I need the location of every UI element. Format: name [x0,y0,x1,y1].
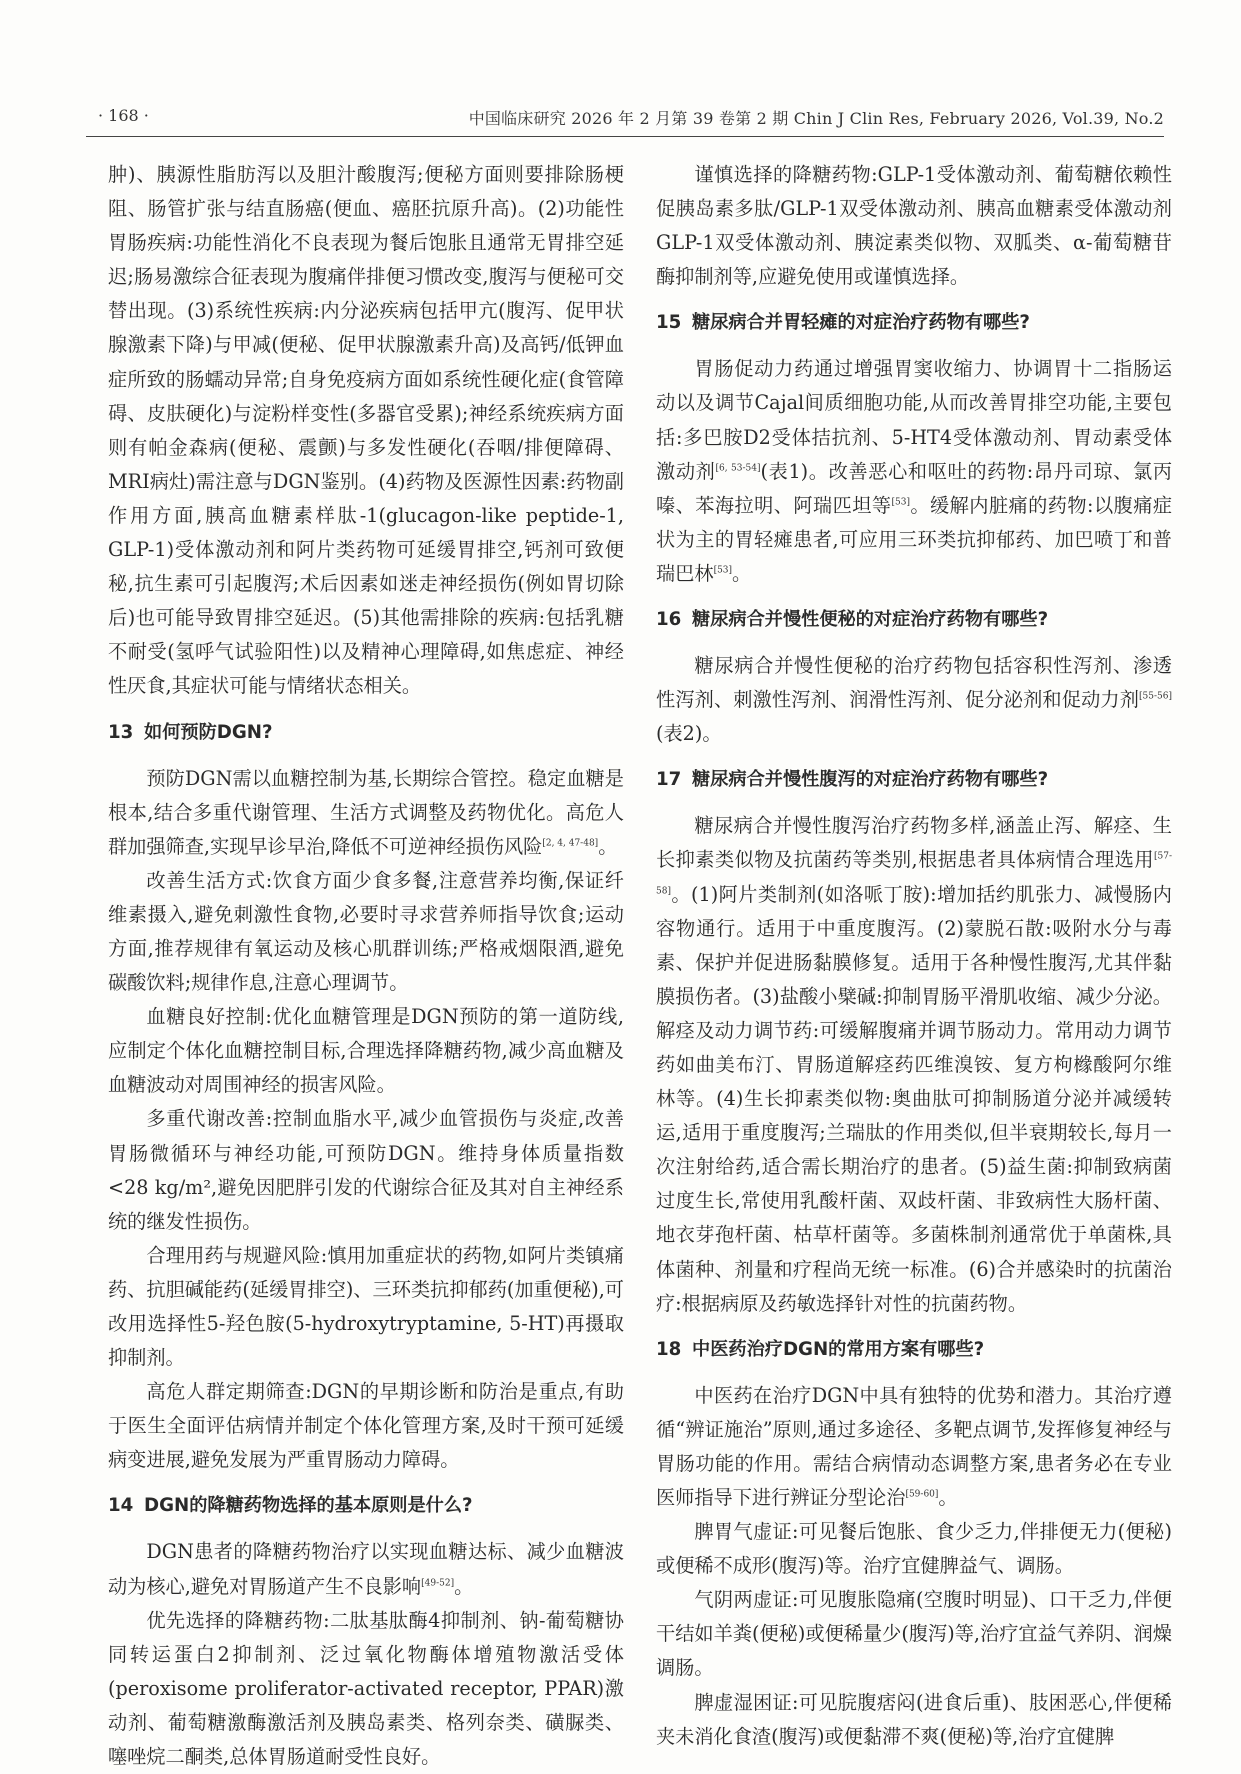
paragraph [108,1535,624,1603]
citation: [6, 53-54] [715,463,761,474]
citation: [53] [713,565,733,576]
paragraph-text: 预防DGN需以血糖控制为基,长期综合管控。稳定血糖是根本,结合多重代谢管理、生活方式调整及药物优化。高危人群加强筛查,实现早诊早治,降低不可逆神经损伤风险 [108,766,624,858]
section-title: 中医药治疗DGN的常用方案有哪些? [692,1338,985,1360]
section-heading-15 [656,308,1172,338]
paragraph: 改善生活方式:饮食方面少食多餐,注意营养均衡,保证纤维素摄入,避免刺激性食物,必要时寻求营养师指导饮食;运动方面,推荐规律有氧运动及核心肌群训练;严格戒烟限酒,避免碳酸饮料;规律作息,注意心理调节。 [108,868,624,995]
section-number: 13 [108,721,134,743]
citation: [55-56] [1139,691,1172,702]
running-header [86,96,1164,137]
citation: [2, 4, 47-48] [542,838,599,849]
paragraph [656,649,1172,751]
left-column [108,158,624,1774]
paragraph-text: 糖尿病合并慢性便秘的治疗药物包括容积性泻剂、渗透性泻剂、刺激性泻剂、润滑性泻剂、促分泌剂和促动力剂 [656,654,1172,712]
paragraph: 多重代谢改善:控制血脂水平,减少血管损伤与炎症,改善胃肠微循环与神经功能,可预防DGN。维持身体质量指数<28 kg/m²,避免因肥胖引发的代谢综合征及其对自主神经系统的继发性损伤。 [108,1107,624,1233]
section-number: 17 [656,769,682,791]
section-heading-14 [108,1491,624,1521]
paragraph-text: 。 [732,561,752,585]
page-number: · 168 · [98,106,149,125]
paragraph-text: (表2)。 [656,722,722,746]
paragraph [656,1379,1172,1515]
paragraph: 肿)、胰源性脂肪泻以及胆汁酸腹泻;便秘方面则要排除肠梗阻、肠管扩张与结直肠癌(便血、癌胚抗原升高)。(2)功能性胃肠疾病:功能性消化不良表现为餐后饱胀且通常无胃排空延迟;肠易激综合征表现为腹痛伴排便习惯改变,腹泻与便秘可交替出现。(3)系统性疾病:内分泌疾病包括甲亢(腹泻、促甲状腺激素下降)与甲减(便秘、促甲状腺激素升高)及高钙/低钾血症所致的肠蠕动异常;自身免疫病方面如系统性硬化症(食管障碍、皮肤硬化)与淀粉样变性(多器官受累);神经系统疾病方面则有帕金森病(便秘、震颤)与多发性硬化(吞咽/排便障碍、MRI病灶)需注意与DGN鉴别。(4)药物及医源性因素:药物副作用方面,胰高血糖素样肽-1(glucagon-like peptide-1, GLP-1)受体激动剂和阿片类药物可延缓胃排空,钙剂可致便秘,抗生素可引起腹泻;术后因素如迷走神经损伤(例如胃切除后)也可能导致胃排空延迟。(5)其他需排除的疾病:包括乳糖不耐受(氢呼气试验阳性)以及精神心理障碍,如焦虑症、神经性厌食,其症状可能与情绪状态相关。 [108,163,624,698]
citation: [49-52] [421,1578,455,1589]
paragraph: 气阴两虚证:可见腹胀隐痛(空腹时明显)、口干乏力,伴便干结如羊粪(便秘)或便稀量少(腹泻)等,治疗宜益气养阴、润燥调肠。 [656,1588,1172,1680]
paragraph: 脾胃气虚证:可见餐后饱胀、食少乏力,伴排便无力(便秘)或便稀不成形(腹泻)等。治疗宜健脾益气、调肠。 [656,1520,1172,1578]
paragraph-text: 。 [938,1486,958,1509]
section-title: 糖尿病合并胃轻瘫的对症治疗药物有哪些? [692,312,1030,334]
paragraph-text: (表1)。改善恶心和呕吐的药物:昂丹司琼、氯丙嗪、苯海拉明、阿瑞匹坦等 [656,459,1173,517]
paragraph-text: DGN患者的降糖药物治疗以实现血糖达标、减少血糖波动为核心,避免对胃肠道产生不良影响 [108,1540,624,1598]
section-title: DGN的降糖药物选择的基本原则是什么? [144,1495,473,1517]
paragraph-text: 胃肠促动力药通过增强胃窦收缩力、协调胃十二指肠运动以及调节Cajal间质细胞功能,从而改善胃排空功能,主要包括:多巴胺D2受体拮抗剂、5-HT4受体激动剂、胃动素受体激动剂 [656,357,1172,483]
section-title: 糖尿病合并慢性腹泻的对症治疗药物有哪些? [692,769,1049,791]
paragraph [108,762,624,864]
section-number: 15 [656,312,682,334]
paragraph: 谨慎选择的降糖药物:GLP-1受体激动剂、葡萄糖依赖性促胰岛素多肽/GLP-1双受体激动剂、胰高血糖素受体激动剂GLP-1双受体激动剂、胰淀素类似物、双胍类、α-葡萄糖苷酶抑制剂等,应避免使用或谨慎选择。 [656,163,1172,289]
paragraph-text: 。缓解内脏痛的药物:以腹痛症状为主的胃轻瘫患者,可应用三环类抗抑郁药、加巴喷丁和普瑞巴林 [656,493,1173,585]
paragraph: 脾虚湿困证:可见脘腹痞闷(进食后重)、肢困恶心,伴便稀夹未消化食渣(腹泻)或便黏滞不爽(便秘)等,治疗宜健脾 [656,1690,1172,1748]
paragraph [656,809,1172,1320]
citation: [57-58] [656,852,1172,897]
section-number: 18 [656,1338,682,1360]
paragraph: 合理用药与规避风险:慎用加重症状的药物,如阿片类镇痛药、抗胆碱能药(延缓胃排空)、三环类抗抑郁药(加重便秘),可改用选择性5-羟色胺(5-hydroxytryptamine, 5-HT)再摄取抑制剂。 [108,1243,624,1370]
section-heading-17 [656,765,1172,795]
citation: [59-60] [905,1489,939,1500]
paragraph-text: 中医药在治疗DGN中具有独特的优势和潜力。其治疗遵循“辨证施治”原则,通过多途径、多靶点调节,发挥修复神经与胃肠功能的作用。需结合病情动态调整方案,患者务必在专业医师指导下进行辨证分型论治 [656,1383,1172,1509]
section-heading-13 [108,718,624,748]
paragraph-text: 糖尿病合并慢性腹泻治疗药物多样,涵盖止泻、解痉、生长抑素类似物及抗菌药等类别,根据患者具体病情合理选用 [656,814,1172,872]
paragraph: 优先选择的降糖药物:二肽基肽酶4抑制剂、钠-葡萄糖协同转运蛋白2抑制剂、泛过氧化物酶体增殖物激活受体(peroxisome proliferator-activated receptor, PPAR)激动剂、葡萄糖激酶激活剂及胰岛素类、格列奈类、磺脲类、噻唑烷二酮类,总体胃肠道耐受性良好。 [108,1608,624,1769]
section-heading-18 [656,1335,1172,1365]
paragraph-text: 。(1)阿片类制剂(如洛哌丁胺):增加括约肌张力、减慢肠内容物通行。适用于中重度腹泻。(2)蒙脱石散:吸附水分与毒素、保护并促进肠黏膜修复。适用于各种慢性腹泻,尤其伴黏膜损伤者。(3)盐酸小檗碱:抑制胃肠平滑肌收缩、减少分泌。解痉及动力调节药:可缓解腹痛并调节肠动力。常用动力调节药如曲美布汀、胃肠道解痉药匹维溴铵、复方枸橼酸阿尔维林等。(4)生长抑素类似物:奥曲肽可抑制肠道分泌并减缓转运,适用于重度腹泻;兰瑞肽的作用类似,但半衰期较长,每月一次注射给药,适合需长期治疗的患者。(5)益生菌:抑制致病菌过度生长,常使用乳酸杆菌、双歧杆菌、非致病性大肠杆菌、地衣芽孢杆菌、枯草杆菌等。多菌株制剂通常优于单菌株,具体菌种、剂量和疗程尚无统一标准。(6)合并感染时的抗菌治疗:根据病原及药敏选择针对性的抗菌药物。 [656,882,1172,1315]
right-column [656,158,1172,1754]
section-title: 如何预防DGN? [144,721,273,743]
paragraph-text: 。 [454,1574,474,1598]
section-heading-16 [656,605,1172,635]
paragraph: 血糖良好控制:优化血糖管理是DGN预防的第一道防线,应制定个体化血糖控制目标,合理选择降糖药物,减少高血糖及血糖波动对周围神经的损害风险。 [108,1005,624,1097]
section-number: 16 [656,609,682,631]
paragraph-text: 。 [598,834,618,858]
section-title: 糖尿病合并慢性便秘的对症治疗药物有哪些? [692,609,1049,631]
section-number: 14 [108,1495,134,1517]
journal-citation: 中国临床研究 2026 年 2 月第 39 卷第 2 期 Chin J Clin Res, February 2026, Vol.39, No.2 [468,109,1164,128]
citation: [53] [891,497,910,508]
paragraph: 高危人群定期筛查:DGN的早期诊断和防治是重点,有助于医生全面评估病情并制定个体化管理方案,及时干预可延缓病变进展,避免发展为严重胃肠动力障碍。 [108,1380,624,1472]
paragraph [656,352,1172,591]
